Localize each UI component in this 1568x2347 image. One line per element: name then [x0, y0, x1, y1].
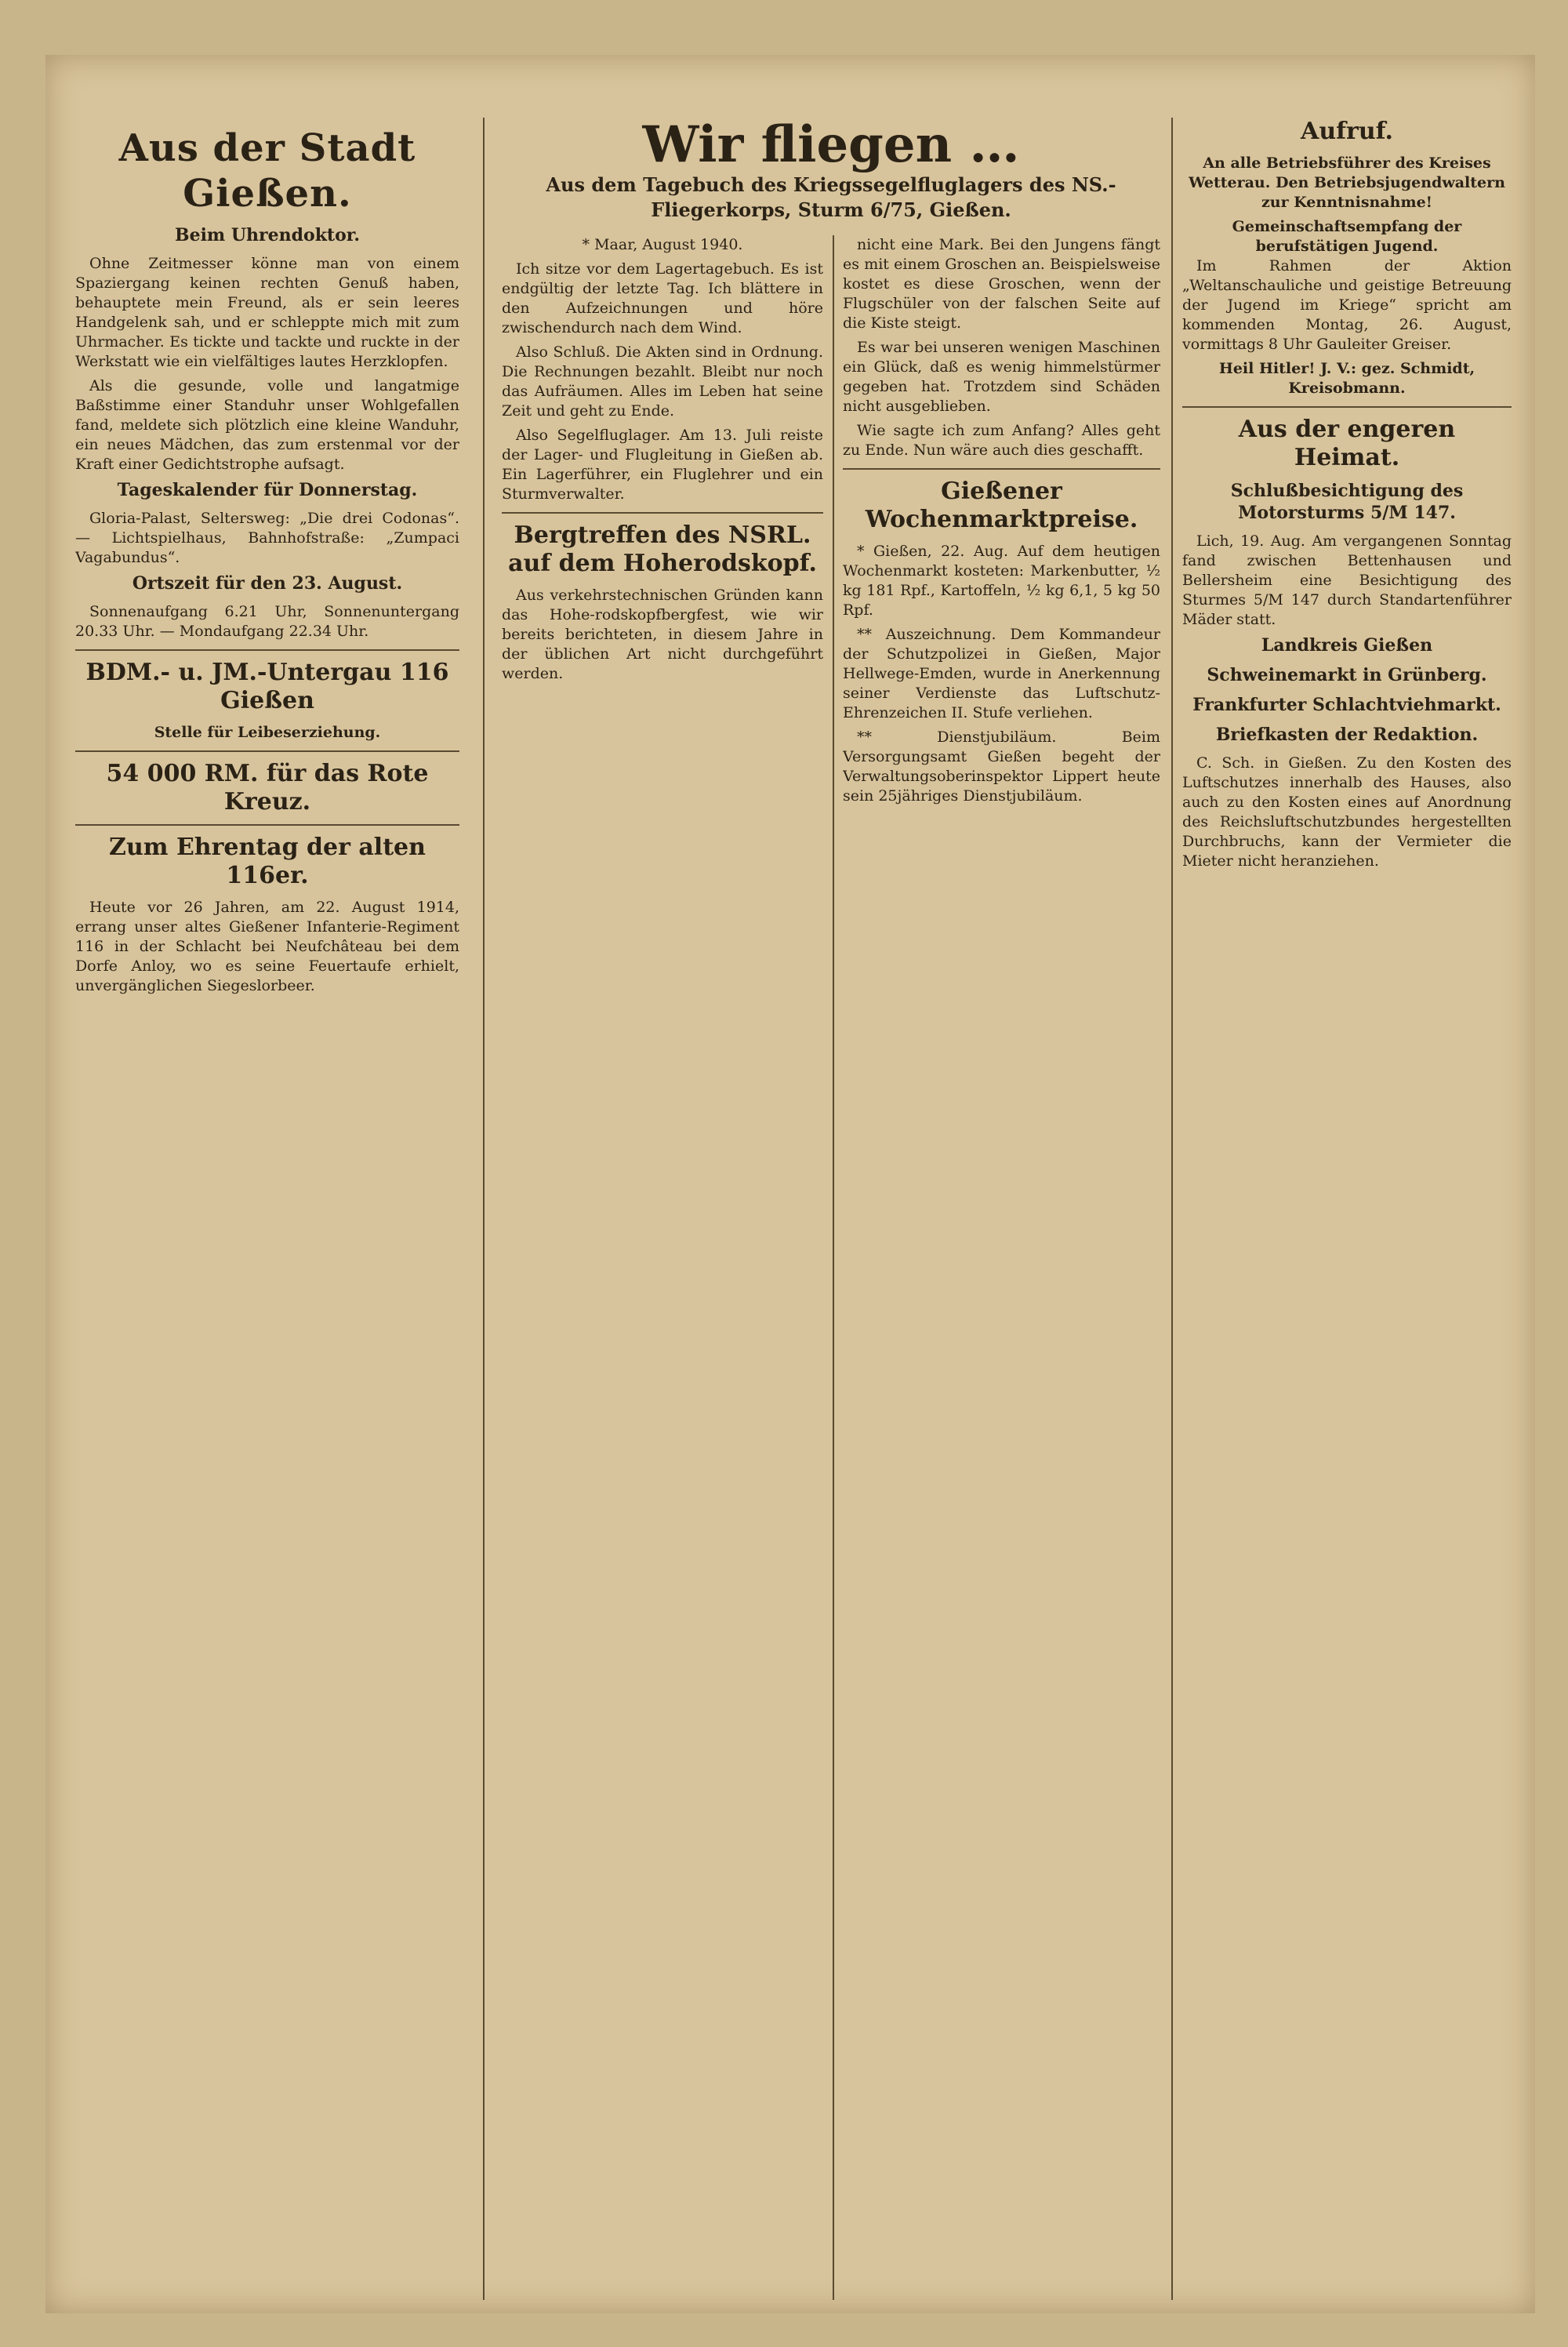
- article-title: Schweinemarkt in Grünberg.: [1207, 665, 1487, 685]
- calendar-text: Gloria-Palast, Seltersweg: „Die drei Codonas“. — Lichtspielhaus, Bahnhofstraße: „Zumpaci Vagabundus“.: [75, 510, 459, 566]
- article-paragraph: * Gießen, 22. Aug. Auf dem heutigen Wochenmarkt kosteten: Markenbutter, ½ kg 181 Rpf., Kartoffeln, ½ kg 6,1, 5 kg 50 Rpf.: [843, 543, 1160, 619]
- article-title: 54 000 RM. für das Rote Kreuz.: [106, 760, 429, 816]
- column-rule: [483, 118, 485, 2300]
- divider: [75, 649, 459, 651]
- column-1: [75, 125, 459, 2290]
- column-4: [1182, 118, 1512, 2290]
- main-headline-block: [502, 115, 1160, 223]
- article-paragraph: Heute vor 26 Jahren, am 22. August 1914, errang unser altes Gießener Infanterie-Regiment 116 in der Schlacht bei Neufchâteau bei dem Dorfe Anloy, wo es seine Feuertaufe erhielt, unvergänglichen Siegeslorbeer.: [75, 899, 459, 994]
- article-title: Briefkasten der Redaktion.: [1215, 725, 1479, 745]
- main-headline: Wir fliegen …: [642, 115, 1020, 174]
- article-paragraph: C. Sch. in Gießen. Zu den Kosten des Luftschutzes innerhalb des Hauses, also auch zu den Kosten eines auf Anordnung des Reichsluftschutzbundes hergestellten Durchbruchs, kann der Vermieter die Mieter nicht heranziehen.: [1182, 754, 1512, 870]
- calendar-heading: Tageskalender für Donnerstag.: [117, 480, 418, 500]
- divider: [843, 468, 1160, 470]
- article-paragraph: Ich sitze vor dem Lagertagebuch. Es ist endgültig der letzte Tag. Ich blättere in den Aufzeichnungen und höre zwischendurch nach dem Wind.: [502, 260, 823, 336]
- article-title: Gießener Wochenmarktpreise.: [865, 478, 1138, 533]
- article-paragraph: nicht eine Mark. Bei den Jungens fängt es mit einem Groschen an. Beispielsweise kostet es diese Groschen, wenn der Flugschüler von der falschen Seite auf die Kiste steigt.: [843, 236, 1160, 332]
- article-title: Beim Uhrendoktor.: [174, 225, 361, 245]
- article-title: Frankfurter Schlachtviehmarkt.: [1192, 695, 1501, 715]
- column-rule: [1171, 118, 1173, 2300]
- appeal-title: Aufruf.: [1301, 118, 1393, 145]
- time-heading: Ortszeit für den 23. August.: [132, 573, 403, 594]
- divider: [502, 512, 823, 514]
- article-paragraph: Aus verkehrstechnischen Gründen kann das Hohe-rodskopfbergfest, wie wir bereits berichteten, in diesem Jahre in der üblichen Art nicht durchgeführt werden.: [502, 587, 823, 682]
- section-title: Aus der Stadt Gießen.: [118, 126, 416, 216]
- article-subtitle: Stelle für Leibeserziehung.: [154, 724, 381, 741]
- article-title: BDM.- u. JM.-Untergau 116 Gießen: [85, 659, 449, 714]
- article-paragraph: Also Segelfluglager. Am 13. Juli reiste der Lager- und Flugleitung in Gießen ab. Ein Lagerführer, ein Fluglehrer und ein Sturmverwalter.: [502, 427, 823, 503]
- article-paragraph: Wie sagte ich zum Anfang? Alles geht zu Ende. Nun wäre auch dies geschafft.: [843, 422, 1160, 459]
- divider: [75, 750, 459, 752]
- article-paragraph: ** Auszeichnung. Dem Kommandeur der Schutzpolizei in Gießen, Major Hellwege-Emden, wurde in Anerkennung seiner Verdienste das Luftschutz-Ehrenzeichen II. Stufe verliehen.: [843, 626, 1160, 721]
- main-subheadline: Aus dem Tagebuch des Kriegssegelfluglagers des NS.-Fliegerkorps, Sturm 6/75, Gießen.: [546, 173, 1116, 221]
- appeal-text: Im Rahmen der Aktion „Weltanschauliche und geistige Betreuung der Jugend im Kriege“ spricht am kommenden Montag, 26. August, vormittags 8 Uhr Gauleiter Greiser.: [1182, 257, 1512, 353]
- appeal-subtitle: Gemeinschaftsempfang der berufstätigen Jugend.: [1232, 218, 1462, 255]
- divider: [1182, 406, 1512, 408]
- appeal-signature: Heil Hitler! J. V.: gez. Schmidt, Kreisobmann.: [1218, 360, 1475, 397]
- article-title: Zum Ehrentag der alten 116er.: [109, 834, 426, 889]
- article-title: Schlußbesichtigung des Motorsturms 5/M 147.: [1230, 481, 1464, 523]
- article-paragraph: ** Dienstjubiläum. Beim Versorgungsamt Gießen begeht der Verwaltungsoberinspektor Lippert heute sein 25jähriges Dienstjubiläum.: [843, 728, 1160, 805]
- article-paragraph: Ohne Zeitmesser könne man von einem Spaziergang keinen rechten Genuß haben, behauptete mein Freund, als er sein leeres Handgelenk sah, und er schleppte mich mit zum Uhrmacher. Es tickte und tackte und ruckte in der Werkstatt wie ein vielfältiges lautes Herzklopfen.: [75, 255, 459, 370]
- appeal-address: An alle Betriebsführer des Kreises Wetterau. Den Betriebsjugendwaltern zur Kenntnisnahme!: [1189, 154, 1505, 211]
- article-paragraph: Lich, 19. Aug. Am vergangenen Sonntag fand zwischen Bettenhausen und Bellersheim eine Besichtigung des Sturmes 5/M 147 durch Standartenführer Mäder statt.: [1182, 532, 1512, 628]
- section-title: Landkreis Gießen: [1261, 635, 1433, 656]
- dateline: * Maar, August 1940.: [582, 236, 743, 253]
- article-paragraph: Es war bei unseren wenigen Maschinen ein Glück, daß es wenig himmelstürmer gegeben hat. Trotzdem sind Schäden nicht ausgeblieben.: [843, 339, 1160, 415]
- article-paragraph: Also Schluß. Die Akten sind in Ordnung. Die Rechnungen bezahlt. Bleibt nur noch das Aufräumen. Alles im Leben hat seine Zeit und geht zu Ende.: [502, 343, 823, 420]
- divider: [75, 824, 459, 826]
- section-title: Aus der engeren Heimat.: [1238, 416, 1456, 471]
- article-title: Bergtreffen des NSRL. auf dem Hoherodskopf.: [508, 521, 817, 577]
- column-3: [843, 235, 1160, 2290]
- time-text: Sonnenaufgang 6.21 Uhr, Sonnenuntergang 20.33 Uhr. — Mondaufgang 22.34 Uhr.: [75, 603, 459, 640]
- article-paragraph: Als die gesunde, volle und langatmige Baßstimme einer Standuhr unser Wohlgefallen fand, meldete sich plötzlich eine kleine Wanduhr, ein neues Mädchen, das zum erstenmal vor der Kraft einer Gedichtstrophe aufsagt.: [75, 377, 459, 473]
- column-rule: [833, 235, 834, 2300]
- column-2: [502, 235, 823, 2290]
